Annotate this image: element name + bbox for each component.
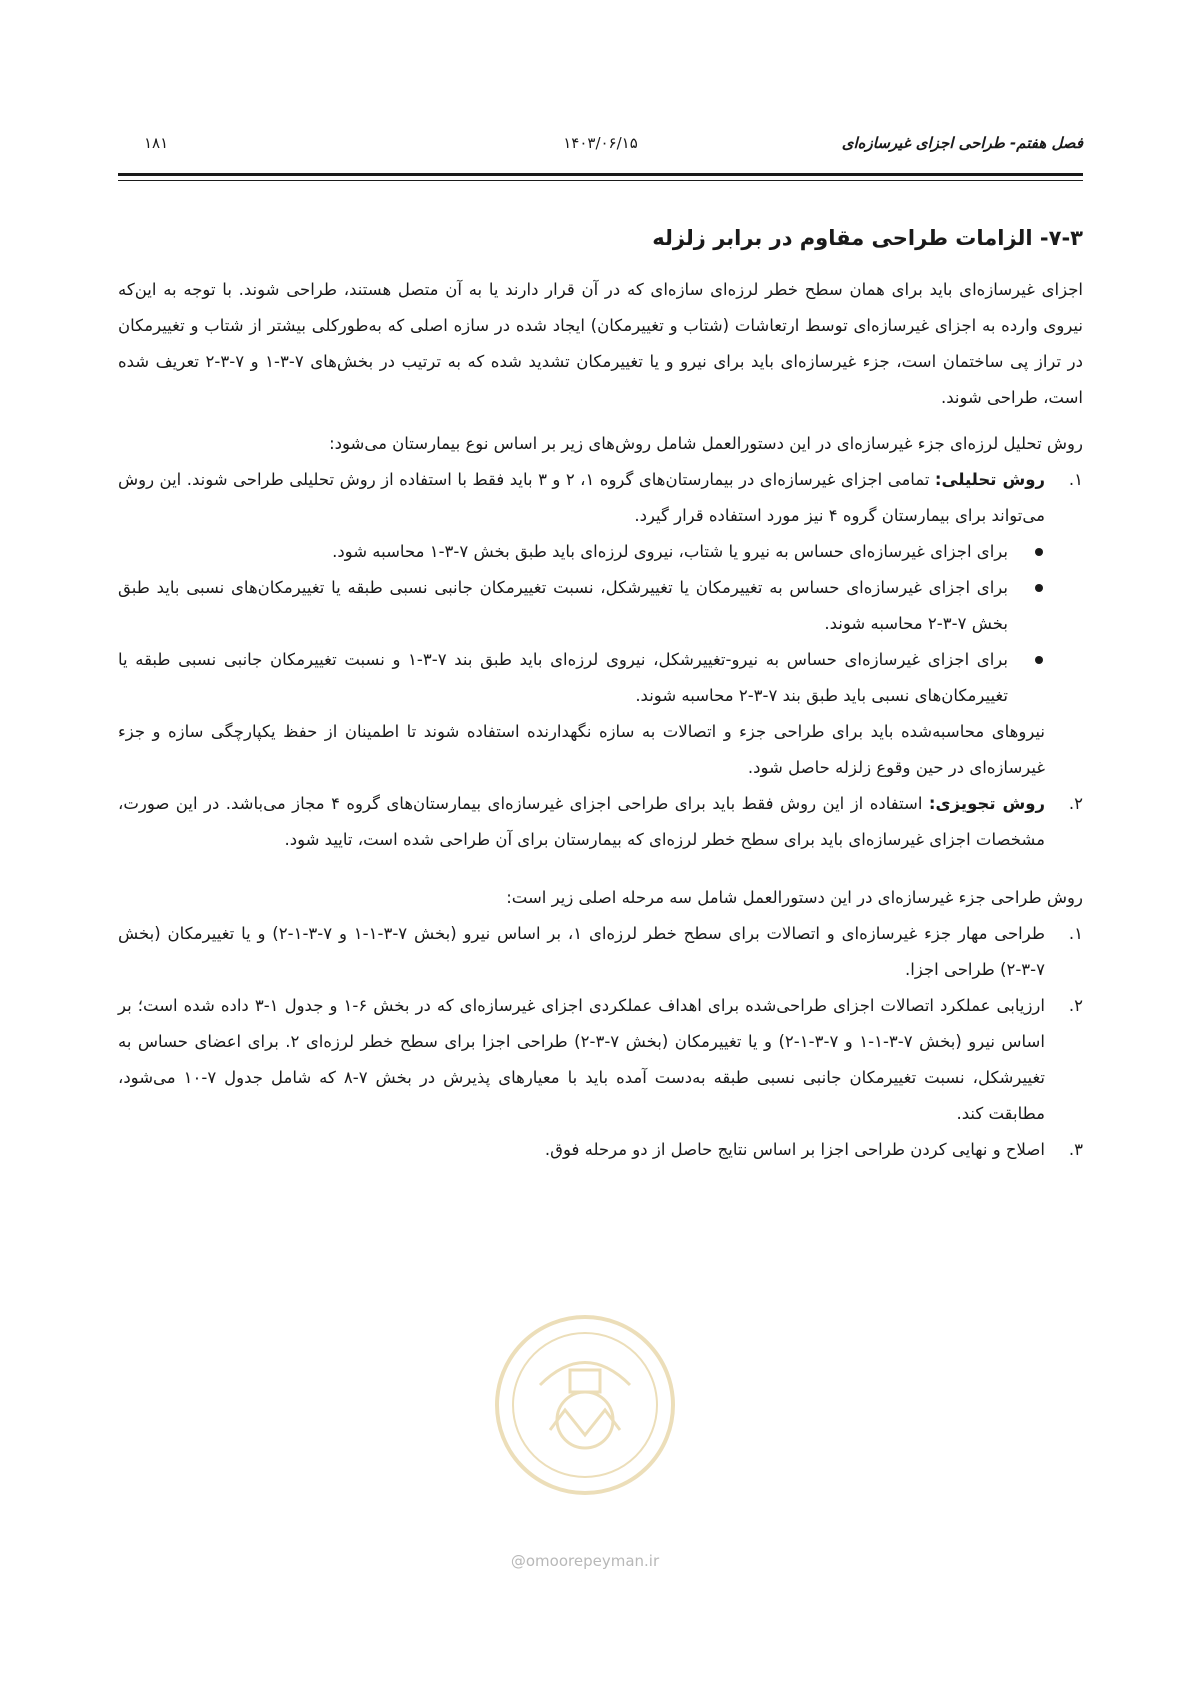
bullet-text: برای اجزای غیرسازه‌ای حساس به نیرو-تغییرشکل، نیروی لرزه‌ای باید طبق بند ۷-۳-۱ و نسبت تغییرمکان جانبی نسبی طبقه یا تغییرمکان‌های نسبی باید طبق بند ۷-۳-۲ محاسبه شوند. xyxy=(118,650,1008,705)
list-number: ۱. xyxy=(1068,924,1083,943)
list-item xyxy=(118,642,1083,714)
page-body xyxy=(118,208,1083,1168)
intro-paragraph: اجزای غیرسازه‌ای باید برای همان سطح خطر لرزه‌ای سازه‌ای که در آن قرار دارند یا به آن متصل هستند، طراحی شوند. با توجه به این‌که نیروی وارده به اجزای غیرسازه‌ای توسط ارتعاشات (شتاب و تغییرمکان) ایجاد شده در سازه اصلی که به‌طورکلی بیشتر از شتاب و تغییرمکان در تراز پی ساختمان است، جزء غیرسازه‌ای باید برای نیرو و یا تغییرمکان تشدید شده که به ترتیب در بخش‌های ۷-۳-۱ و ۷-۳-۲ تعریف شده است، طراحی شوند. xyxy=(118,280,1083,407)
section-title: ۷-۳- الزامات طراحی مقاوم در برابر زلزله xyxy=(652,226,1083,250)
list-item xyxy=(118,916,1083,988)
bullet-text: برای اجزای غیرسازه‌ای حساس به نیرو یا شتاب، نیروی لرزه‌ای باید طبق بخش ۷-۳-۱ محاسبه شود. xyxy=(332,542,1008,561)
method-term: روش تجویزی: xyxy=(928,794,1045,813)
watermark-text: @omoorepeyman.ir xyxy=(510,1552,660,1570)
step-text: اصلاح و نهایی کردن طراحی اجزا بر اساس نتایج حاصل از دو مرحله فوق. xyxy=(544,1140,1045,1159)
list-item xyxy=(118,534,1083,570)
list-item xyxy=(118,570,1083,642)
methods-list xyxy=(118,462,1083,534)
header-date: ۱۴۰۳/۰۶/۱۵ xyxy=(563,134,638,152)
chapter-title: فصل هفتم- طراحی اجزای غیرسازه‌ای xyxy=(841,134,1083,152)
bullet-icon xyxy=(1035,548,1043,556)
steps-list xyxy=(118,916,1083,1168)
analysis-intro: روش تحلیل لرزه‌ای جزء غیرسازه‌ای در این دستورالعمل شامل روش‌های زیر بر اساس نوع بیمارستان می‌شود: xyxy=(329,434,1083,453)
bullet-icon xyxy=(1035,656,1043,664)
method-item-analytical xyxy=(118,462,1083,534)
method-term: روش تحلیلی: xyxy=(934,470,1045,489)
list-number: ۳. xyxy=(1068,1140,1083,1159)
list-number: ۲. xyxy=(1068,996,1083,1015)
bullet-text: برای اجزای غیرسازه‌ای حساس به تغییرمکان یا تغییرشکل، نسبت تغییرمکان جانبی نسبی طبقه یا تغییرمکان‌های نسبی باید طبق بخش ۷-۳-۲ محاسبه شوند. xyxy=(118,578,1008,633)
method-item-prescriptive xyxy=(118,786,1083,858)
watermark-seal-icon xyxy=(490,1310,680,1500)
list-item xyxy=(118,1132,1083,1168)
list-number: ۲. xyxy=(1068,794,1083,813)
page-header xyxy=(118,130,1083,160)
header-rule-thin xyxy=(118,180,1083,181)
method-text: تمامی اجزای غیرسازه‌ای در بیمارستان‌های گروه ۱، ۲ و ۳ باید فقط با استفاده از روش تحلیلی طراحی شوند. این روش می‌تواند برای بیمارستان گروه ۴ نیز مورد استفاده قرار گیرد. xyxy=(118,470,1045,525)
bullet-icon xyxy=(1035,584,1043,592)
list-item xyxy=(118,988,1083,1132)
step-text: طراحی مهار جزء غیرسازه‌ای و اتصالات برای سطح خطر لرزه‌ای ۱، بر اساس نیرو (بخش ۷-۳-۱-۱ و ۷-۳-۱-۲) و یا تغییرمکان (بخش ۷-۳-۲) طراحی اجزا. xyxy=(118,924,1045,979)
method-text: استفاده از این روش فقط باید برای طراحی اجزای غیرسازه‌ای بیمارستان‌های گروه ۴ مجاز می‌باشد. در این صورت، مشخصات اجزای غیرسازه‌ای باید برای سطح خطر لرزه‌ای که بیمارستان برای آن طراحی شده است، تایید شود. xyxy=(118,794,1045,849)
list-number: ۱. xyxy=(1068,470,1083,489)
after-bullets-paragraph: نیروهای محاسبه‌شده باید برای طراحی جزء و اتصالات به سازه نگهدارنده استفاده شوند تا اطمینان از حفظ یکپارچگی سازه و جزء غیرسازه‌ای در حین وقوع زلزله حاصل شود. xyxy=(118,722,1045,777)
methods-list-continued xyxy=(118,786,1083,858)
step-text: ارزیابی عملکرد اتصالات اجزای طراحی‌شده برای اهداف عملکردی اجزای غیرسازه‌ای که در بخش ۶-۱ و جدول ۱-۳ داده شده است؛ بر اساس نیرو (بخش ۷-۳-۱-۱ و ۷-۳-۱-۲) و یا تغییرمکان (بخش ۷-۳-۲) طراحی اجزا برای سطح خطر لرزه‌ای ۲. برای اعضای حساس به تغییرشکل، نسبت تغییرمکان جانبی نسبی طبقه به‌دست آمده باید با معیارهای پذیرش در بخش ۷-۸ که شامل جدول ۷-۱۰ می‌شود، مطابقت کند. xyxy=(118,996,1045,1123)
page-number: ۱۸۱ xyxy=(144,134,169,152)
header-rule-thick xyxy=(118,173,1083,176)
bullet-list xyxy=(118,534,1083,714)
design-intro: روش طراحی جزء غیرسازه‌ای در این دستورالعمل شامل سه مرحله اصلی زیر است: xyxy=(506,888,1083,907)
